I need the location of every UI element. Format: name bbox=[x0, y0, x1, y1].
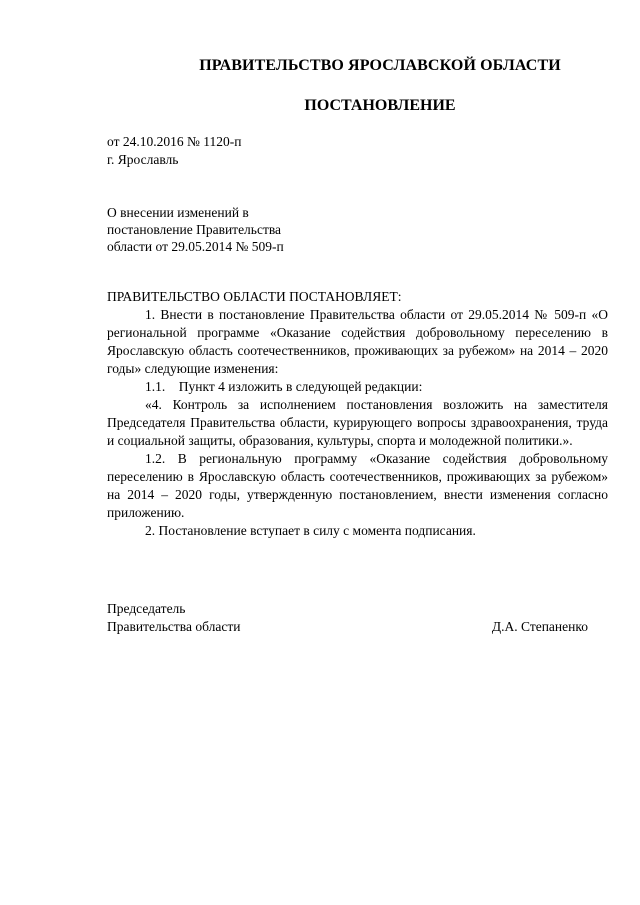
signatory-name: Д.А. Степаненко bbox=[491, 619, 588, 634]
government-title: ПРАВИТЕЛЬСТВО ЯРОСЛАВСКОЙ ОБЛАСТИ bbox=[199, 57, 561, 74]
subject-line-3: области от 29.05.2014 № 509-п bbox=[107, 239, 284, 254]
signatory-position-line-2: Правительства области bbox=[107, 619, 241, 634]
paragraph-1-1-quote: «4. Контроль за исполнением постановления возложить на заместителя Председателя Правительства области, курирующего вопросы здравоохранения, труда и социальной защиты, образования, культуры, спорта и молодежной политики.». bbox=[107, 397, 608, 448]
paragraph-1-1: 1.1. Пункт 4 изложить в следующей редакции: bbox=[145, 379, 423, 394]
paragraph-2: 2. Постановление вступает в силу с момента подписания. bbox=[145, 523, 476, 538]
document-type: ПОСТАНОВЛЕНИЕ bbox=[304, 97, 456, 114]
paragraph-1-2: 1.2. В региональную программу «Оказание содействия добровольному переселению в Ярославскую область соотечественников, проживающих за рубежом» на 2014 – 2020 годы, утвержденную постановлением, внести изменения согласно приложению. bbox=[107, 451, 608, 520]
document-meta bbox=[107, 133, 241, 169]
paragraph-1: 1. Внести в постановление Правительства области от 29.05.2014 № 509-п «О региональной программе «Оказание содействия добровольному переселению в Ярославскую область соотечественников, проживающих за рубежом» на 2014 – 2020 годы» следующие изменения: bbox=[107, 307, 608, 376]
city: г. Ярославль bbox=[107, 152, 179, 167]
document-body bbox=[107, 288, 608, 540]
subject-line-2: постановление Правительства bbox=[107, 222, 282, 237]
document-subject bbox=[107, 204, 284, 255]
decree-lead: ПРАВИТЕЛЬСТВО ОБЛАСТИ ПОСТАНОВЛЯЕТ: bbox=[107, 289, 402, 304]
subject-line-1: О внесении изменений в bbox=[107, 205, 249, 220]
signatory-position-line-1: Председатель bbox=[107, 601, 186, 616]
date-number: от 24.10.2016 № 1120-п bbox=[107, 134, 242, 149]
signatory-position bbox=[107, 600, 240, 636]
